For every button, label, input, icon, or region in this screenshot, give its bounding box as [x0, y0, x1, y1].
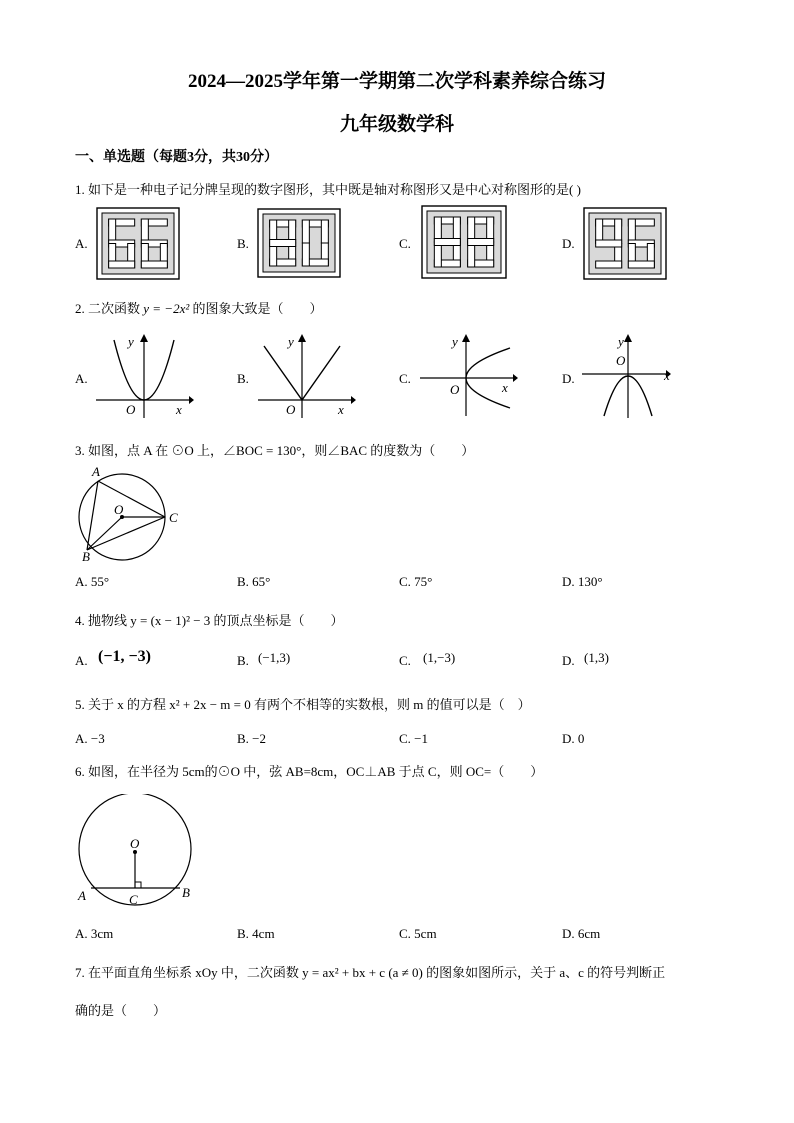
digit-8	[468, 217, 494, 267]
q1-option-b-label: B.	[237, 236, 249, 251]
q2c-x-label: x	[502, 380, 508, 395]
page-subtitle: 九年级数学科	[339, 114, 454, 135]
q3-label-b: B	[82, 549, 90, 564]
q1-option-a-label: A.	[75, 236, 88, 251]
q2a-x-label: x	[176, 402, 182, 417]
q3-label-c: C	[169, 510, 178, 525]
q4-option-b-letter: B.	[237, 653, 249, 668]
q4-option-a-letter: A.	[75, 653, 88, 668]
digit-8	[270, 220, 296, 266]
q2a-y-label: y	[128, 334, 134, 349]
digit-8	[434, 217, 460, 267]
q2d-y-label: y	[618, 334, 624, 349]
q3-option-c: C. 75°	[399, 574, 433, 589]
q2-option-c-label: C.	[399, 371, 411, 386]
q2-stem-pre: 2. 二次函数	[75, 301, 144, 316]
q6-option-b: B. 4cm	[237, 926, 275, 941]
question-7-line2: 确的是（ ）	[75, 1003, 167, 1018]
q6-label-c: C	[129, 892, 138, 907]
q6-label-b: B	[182, 885, 190, 900]
q5-option-d: D. 0	[562, 731, 585, 746]
segment-d	[596, 261, 622, 268]
q2d-origin-label: O	[616, 353, 626, 368]
question-1-stem: 1. 如下是一种电子记分牌呈现的数字图形，其中既是轴对称图形又是中心对称图形的是( )	[75, 182, 581, 197]
q2-stem-post: 的图象大致是（ ）	[192, 301, 323, 316]
q2b-origin-label: O	[286, 402, 296, 417]
q2-option-b-label: B.	[237, 371, 249, 386]
q2-graph-d	[580, 334, 680, 420]
q2-option-d-label: D.	[562, 371, 575, 386]
q2-graph-b	[256, 334, 356, 420]
section-heading: 一、单选题（每题3分，共30分）	[75, 150, 278, 165]
question-4-stem: 4. 抛物线 y = (x − 1)² − 3 的顶点坐标是（ ）	[75, 613, 344, 628]
question-5-stem: 5. 关于 x 的方程 x² + 2x − m = 0 有两个不相等的实数根，则 m 的值可以是（ ）	[75, 697, 531, 712]
q3-circle-figure	[74, 464, 194, 564]
q5-option-a: A. −3	[75, 731, 105, 746]
q6-option-d: D. 6cm	[562, 926, 601, 941]
q1-option-d-figure	[583, 207, 667, 280]
q1-option-c-figure	[421, 205, 507, 279]
segment-g	[468, 239, 494, 246]
q3-label-a: A	[92, 464, 100, 479]
segment-d	[628, 261, 654, 268]
segment-g	[270, 240, 296, 247]
segment-d	[141, 261, 167, 268]
question-6-stem: 6. 如图，在半径为 5cm的⊙O 中，弦 AB=8cm，OC⊥AB 于点 C，则 OC=（ ）	[75, 764, 544, 779]
digit-6	[628, 219, 654, 268]
q4-option-d-value: (1,3)	[584, 650, 609, 665]
q1-option-b-figure	[257, 208, 341, 278]
q2b-x-label: x	[338, 402, 344, 417]
q3-option-d: D. 130°	[562, 574, 603, 589]
segment-d	[109, 261, 135, 268]
question-7-line1: 7. 在平面直角坐标系 xOy 中，二次函数 y = ax² + bx + c (a ≠ 0) 的图象如图所示，关于 a、c 的符号判断正	[75, 965, 666, 980]
q2b-y-label: y	[288, 334, 294, 349]
q1-option-c-label: C.	[399, 236, 411, 251]
segment-b	[321, 220, 328, 243]
q2-stem-expr: y = −2x²	[143, 301, 193, 316]
q2c-origin-label: O	[450, 382, 460, 397]
segment-g	[596, 240, 622, 247]
q1-option-d-label: D.	[562, 236, 575, 251]
segment-g	[434, 239, 460, 246]
q4-option-a-value: (−1, −3)	[98, 648, 151, 665]
segment-f	[302, 220, 309, 243]
q6-option-c: C. 5cm	[399, 926, 437, 941]
q4-option-b-value: (−1,3)	[258, 650, 291, 665]
q4-option-c-letter: C.	[399, 653, 411, 668]
q2d-x-label: x	[664, 368, 670, 383]
q3-label-o: O	[114, 502, 124, 517]
q3-option-b: B. 65°	[237, 574, 271, 589]
digit-6	[109, 219, 135, 268]
q2a-origin-label: O	[126, 402, 136, 417]
q2-graph-a	[94, 334, 194, 420]
q5-option-c: C. −1	[399, 731, 429, 746]
q2-option-a-label: A.	[75, 371, 88, 386]
digit-6	[141, 219, 167, 268]
q4-option-d-letter: D.	[562, 653, 575, 668]
q6-circle-figure	[74, 794, 204, 914]
page-title: 2024—2025学年第一学期第二次学科素养综合练习	[187, 71, 606, 92]
q2-graph-c	[418, 334, 518, 420]
question-2-stem	[75, 298, 323, 317]
q5-option-b: B. −2	[237, 731, 267, 746]
q6-label-o: O	[130, 836, 140, 851]
segment-e	[302, 243, 309, 266]
digit-9	[596, 219, 622, 268]
q4-option-c-value: (1,−3)	[423, 650, 456, 665]
q3-option-a: A. 55°	[75, 574, 110, 589]
q6-option-a: A. 3cm	[75, 926, 114, 941]
q6-label-a: A	[78, 888, 86, 903]
question-3-stem: 3. 如图，点 A 在 ⊙O 上，∠BOC = 130°，则∠BAC 的度数为（ ）	[75, 443, 475, 458]
q1-option-a-figure	[96, 207, 180, 280]
q2c-y-label: y	[452, 334, 458, 349]
